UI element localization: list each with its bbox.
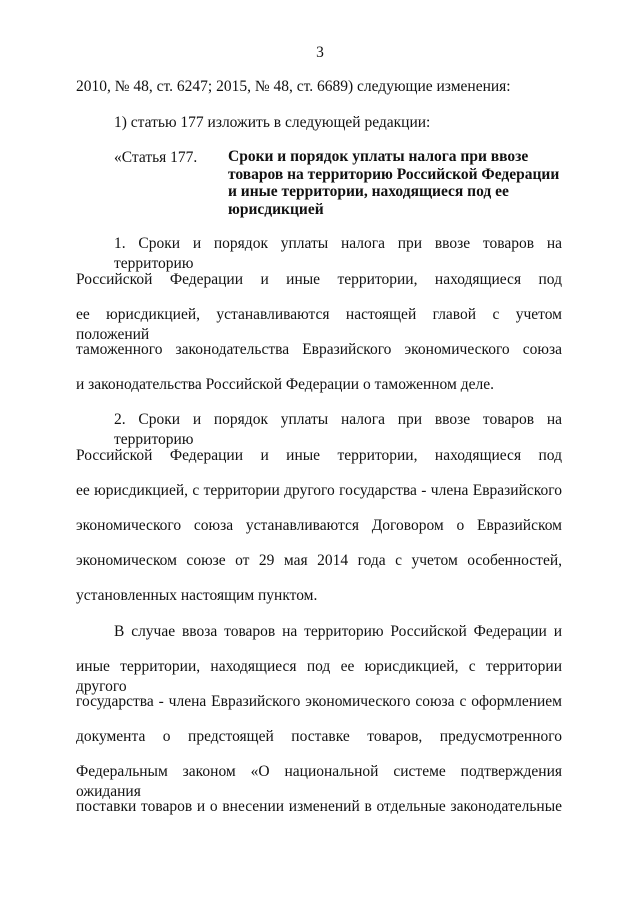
paragraph-2-line: установленных настоящим пунктом. [76, 587, 318, 604]
paragraph-2-line: Российской Федерации и иные территории, находящиеся под [76, 447, 562, 464]
paragraph-1-line: и законодательства Российской Федерации о таможенном деле. [76, 376, 494, 393]
paragraph-1-line: 1. Сроки и порядок уплаты налога при ввозе товаров на территорию [114, 235, 562, 272]
paragraph-2-line: ее юрисдикцией, с территории другого государства - члена Евразийского [76, 482, 562, 499]
paragraph-3-line: государства - члена Евразийского экономического союза с оформлением [76, 693, 562, 710]
article-title-line: Сроки и порядок уплаты налога при ввозе [228, 148, 529, 165]
paragraph-3-line: документа о предстоящей поставке товаров, предусмотренного [76, 728, 562, 745]
paragraph-1-line: таможенного законодательства Евразийского экономического союза [76, 341, 562, 358]
paragraph-3-line: иные территории, находящиеся под ее юрисдикцией, с территории другого [76, 658, 562, 695]
article-title-line: товаров на территорию Российской Федерации [228, 165, 560, 183]
article-title-line: и иные территории, находящиеся под ее [228, 183, 509, 200]
page-number: 3 [316, 44, 324, 61]
item-1: 1) статью 177 изложить в следующей редакции: [114, 114, 431, 131]
article-title [228, 148, 560, 218]
paragraph-3-line: В случае ввоза товаров на территорию Российской Федерации и [114, 623, 562, 640]
paragraph-2-line: экономического союза устанавливаются Договором о Евразийском [76, 517, 562, 534]
intro-line: 2010, № 48, ст. 6247; 2015, № 48, ст. 6689) следующие изменения: [76, 78, 511, 95]
article-title-line: юрисдикцией [228, 200, 324, 218]
paragraph-2-line: экономическом союзе от 29 мая 2014 года с учетом особенностей, [76, 552, 562, 569]
paragraph-1-line: Российской Федерации и иные территории, находящиеся под [76, 271, 562, 288]
paragraph-2-line: 2. Сроки и порядок уплаты налога при ввозе товаров на территорию [114, 411, 562, 448]
paragraph-1-line: ее юрисдикцией, устанавливаются настоящей главой с учетом положений [76, 306, 562, 343]
paragraph-3-line: поставки товаров и о внесении изменений в отдельные законодательные [76, 798, 562, 815]
article-label: «Статья 177. [114, 149, 198, 166]
paragraph-3-line: Федеральным законом «О национальной системе подтверждения ожидания [76, 763, 562, 800]
